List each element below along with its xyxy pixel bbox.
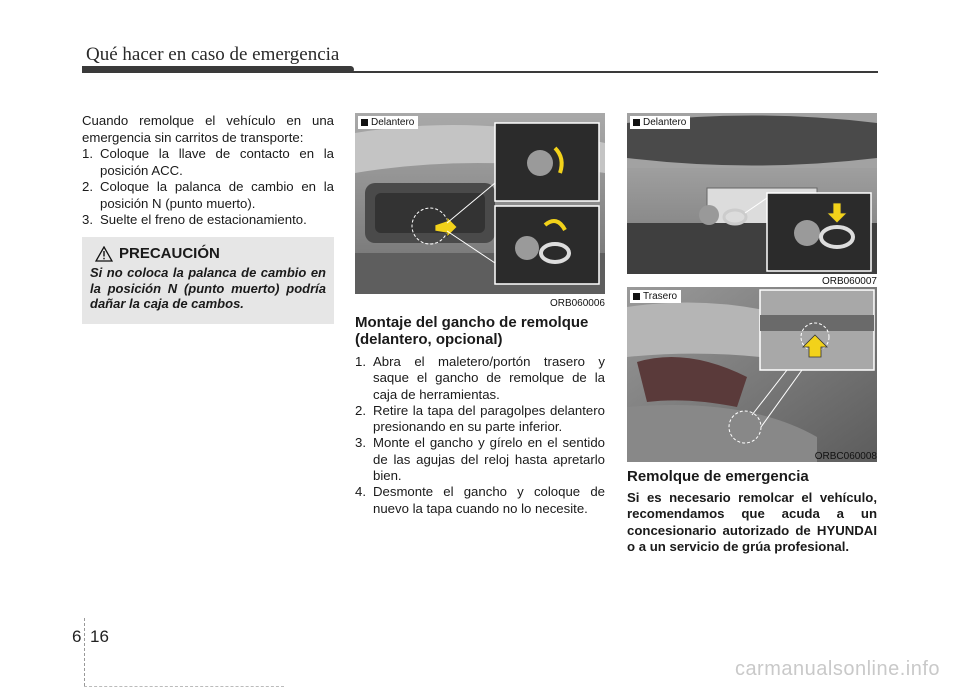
figure-tag: Trasero (630, 290, 681, 303)
emergency-towing-text: Si es necesario remolcar el vehículo, recomendamos que acuda a un concesionario autorizado de HYUNDAI o a un servicio de grúa profesional. (627, 490, 877, 554)
figure-front-tow-hook-install (355, 113, 605, 294)
list-item: 2. Retire la tapa del paragolpes delantero presionando en su parte inferior. (355, 402, 605, 435)
footer-divider (84, 618, 85, 686)
figure-code: ORB060006 (549, 298, 605, 309)
car-rear-bumper-image (627, 287, 877, 462)
caution-title: PRECAUCIÓN (119, 245, 220, 262)
list-item: 3. Monte el gancho y gírelo en el sentido de las agujas del reloj hasta apretarlo bien. (355, 435, 605, 484)
section-heading: Montaje del gancho de remolque (delantero, opcional) (355, 314, 589, 348)
towing-instructions (82, 113, 334, 229)
footer-rule (84, 686, 284, 687)
figure-code: ORB060007 (821, 276, 877, 287)
square-bullet-icon (633, 119, 640, 126)
list-item: 1. Abra el maletero/portón trasero y saque el gancho de remolque de la caja de herramientas. (355, 354, 605, 402)
caution-text: Si no coloca la palanca de cambio en la posición N (punto muerto) podría dañar la caja de cambos. (90, 265, 326, 311)
car-front-bumper-image (355, 113, 605, 294)
header-rule (82, 71, 878, 73)
intro-paragraph: Cuando remolque el vehículo en una emergencia sin carritos de transporte: (82, 113, 334, 145)
section-heading: Remolque de emergencia (627, 468, 809, 485)
figure-code: ORBC060008 (814, 451, 877, 462)
figure-rear-tow-point (627, 287, 877, 462)
list-item: 2. Coloque la palanca de cambio en la posición N (punto muerto). (82, 179, 334, 211)
section-number: 6 (72, 627, 82, 646)
tow-hook-steps (355, 354, 605, 517)
square-bullet-icon (361, 119, 368, 126)
page-number: 16 (90, 627, 109, 646)
warning-triangle-icon (95, 246, 113, 262)
caution-header (95, 245, 326, 262)
figure-tag: Delantero (630, 116, 690, 129)
square-bullet-icon (633, 293, 640, 300)
car-front-bumper-image (627, 113, 877, 274)
watermark-text: carmanualsonline.info (734, 658, 940, 680)
figure-tag: Delantero (358, 116, 418, 129)
list-item: 3. Suelte el freno de estacionamiento. (82, 212, 307, 227)
list-item: 4. Desmonte el gancho y coloque de nuevo la tapa cuando no lo necesite. (355, 484, 605, 516)
list-item: 1. Coloque la llave de contacto en la posición ACC. (82, 146, 334, 178)
caution-box (82, 237, 334, 324)
towing-steps (82, 146, 334, 229)
page-header-title: Qué hacer en caso de emergencia (86, 44, 340, 65)
emergency-towing-section (627, 468, 877, 555)
tow-hook-section (355, 314, 605, 517)
figure-front-tow-hook (627, 113, 877, 274)
